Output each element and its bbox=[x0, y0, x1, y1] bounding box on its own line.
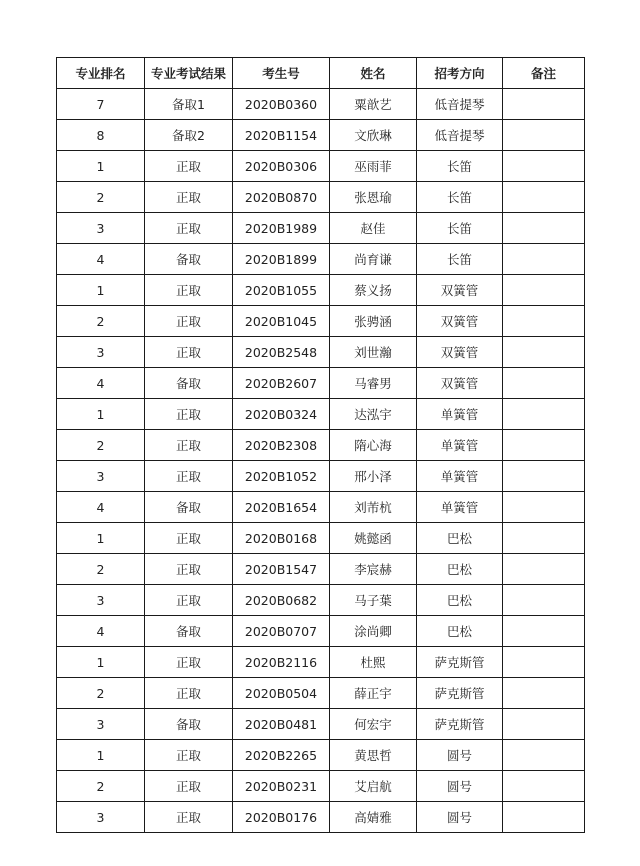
cell-name: 杜熙 bbox=[330, 647, 417, 678]
cell-remarks bbox=[503, 678, 585, 709]
cell-rank: 1 bbox=[57, 399, 145, 430]
cell-name: 刘芾杭 bbox=[330, 492, 417, 523]
cell-exam-result: 备取 bbox=[145, 616, 233, 647]
table-row bbox=[57, 89, 585, 120]
cell-exam-result: 正取 bbox=[145, 523, 233, 554]
table-row bbox=[57, 306, 585, 337]
cell-rank: 3 bbox=[57, 709, 145, 740]
cell-remarks bbox=[503, 151, 585, 182]
table-row bbox=[57, 585, 585, 616]
table-row bbox=[57, 337, 585, 368]
cell-remarks bbox=[503, 89, 585, 120]
cell-name: 张骋涵 bbox=[330, 306, 417, 337]
table-row bbox=[57, 647, 585, 678]
header-rank: 专业排名 bbox=[57, 58, 145, 89]
cell-name: 姚懿函 bbox=[330, 523, 417, 554]
cell-remarks bbox=[503, 430, 585, 461]
table-row bbox=[57, 368, 585, 399]
table-row bbox=[57, 492, 585, 523]
table-row bbox=[57, 802, 585, 833]
cell-candidate-number: 2020B0481 bbox=[233, 709, 330, 740]
cell-candidate-number: 2020B0707 bbox=[233, 616, 330, 647]
cell-rank: 2 bbox=[57, 430, 145, 461]
cell-major-direction: 巴松 bbox=[417, 523, 503, 554]
cell-remarks bbox=[503, 616, 585, 647]
cell-candidate-number: 2020B1899 bbox=[233, 244, 330, 275]
cell-remarks bbox=[503, 647, 585, 678]
cell-candidate-number: 2020B1547 bbox=[233, 554, 330, 585]
table-row bbox=[57, 709, 585, 740]
cell-exam-result: 正取 bbox=[145, 151, 233, 182]
cell-rank: 3 bbox=[57, 213, 145, 244]
cell-name: 巫雨菲 bbox=[330, 151, 417, 182]
cell-rank: 1 bbox=[57, 275, 145, 306]
table-row bbox=[57, 740, 585, 771]
cell-name: 何宏宇 bbox=[330, 709, 417, 740]
cell-exam-result: 备取 bbox=[145, 709, 233, 740]
cell-remarks bbox=[503, 306, 585, 337]
table-row bbox=[57, 554, 585, 585]
cell-rank: 2 bbox=[57, 678, 145, 709]
cell-remarks bbox=[503, 771, 585, 802]
table-header bbox=[57, 58, 585, 89]
cell-major-direction: 圆号 bbox=[417, 802, 503, 833]
cell-exam-result: 正取 bbox=[145, 678, 233, 709]
cell-exam-result: 正取 bbox=[145, 771, 233, 802]
cell-candidate-number: 2020B2116 bbox=[233, 647, 330, 678]
results-table bbox=[56, 57, 585, 833]
cell-name: 马睿男 bbox=[330, 368, 417, 399]
cell-rank: 1 bbox=[57, 647, 145, 678]
cell-exam-result: 正取 bbox=[145, 399, 233, 430]
cell-major-direction: 长笛 bbox=[417, 213, 503, 244]
admission-results-sheet bbox=[56, 57, 584, 833]
table-row bbox=[57, 120, 585, 151]
cell-major-direction: 双簧管 bbox=[417, 368, 503, 399]
cell-remarks bbox=[503, 492, 585, 523]
cell-candidate-number: 2020B0870 bbox=[233, 182, 330, 213]
cell-exam-result: 备取1 bbox=[145, 89, 233, 120]
cell-exam-result: 正取 bbox=[145, 802, 233, 833]
cell-name: 艾启航 bbox=[330, 771, 417, 802]
cell-remarks bbox=[503, 120, 585, 151]
cell-candidate-number: 2020B1154 bbox=[233, 120, 330, 151]
cell-candidate-number: 2020B2607 bbox=[233, 368, 330, 399]
cell-remarks bbox=[503, 213, 585, 244]
cell-name: 蔡义扬 bbox=[330, 275, 417, 306]
cell-major-direction: 双簧管 bbox=[417, 337, 503, 368]
cell-exam-result: 正取 bbox=[145, 306, 233, 337]
cell-name: 薛正宇 bbox=[330, 678, 417, 709]
cell-exam-result: 正取 bbox=[145, 647, 233, 678]
cell-major-direction: 单簧管 bbox=[417, 399, 503, 430]
cell-name: 刘世瀚 bbox=[330, 337, 417, 368]
cell-rank: 4 bbox=[57, 368, 145, 399]
cell-exam-result: 正取 bbox=[145, 461, 233, 492]
cell-candidate-number: 2020B0306 bbox=[233, 151, 330, 182]
cell-candidate-number: 2020B2308 bbox=[233, 430, 330, 461]
cell-major-direction: 低音提琴 bbox=[417, 89, 503, 120]
cell-candidate-number: 2020B0176 bbox=[233, 802, 330, 833]
cell-remarks bbox=[503, 337, 585, 368]
cell-major-direction: 双簧管 bbox=[417, 275, 503, 306]
table-row bbox=[57, 213, 585, 244]
cell-name: 赵佳 bbox=[330, 213, 417, 244]
cell-name: 李宸赫 bbox=[330, 554, 417, 585]
cell-exam-result: 正取 bbox=[145, 554, 233, 585]
table-row bbox=[57, 461, 585, 492]
cell-remarks bbox=[503, 523, 585, 554]
cell-remarks bbox=[503, 399, 585, 430]
table-row bbox=[57, 275, 585, 306]
cell-name: 隋心海 bbox=[330, 430, 417, 461]
cell-remarks bbox=[503, 244, 585, 275]
cell-candidate-number: 2020B0324 bbox=[233, 399, 330, 430]
cell-name: 文欣琳 bbox=[330, 120, 417, 151]
table-row bbox=[57, 678, 585, 709]
cell-rank: 2 bbox=[57, 182, 145, 213]
cell-major-direction: 巴松 bbox=[417, 585, 503, 616]
cell-exam-result: 备取2 bbox=[145, 120, 233, 151]
cell-major-direction: 单簧管 bbox=[417, 492, 503, 523]
cell-major-direction: 萨克斯管 bbox=[417, 709, 503, 740]
cell-rank: 1 bbox=[57, 151, 145, 182]
cell-rank: 4 bbox=[57, 244, 145, 275]
cell-name: 粟歆艺 bbox=[330, 89, 417, 120]
cell-candidate-number: 2020B1045 bbox=[233, 306, 330, 337]
cell-exam-result: 正取 bbox=[145, 275, 233, 306]
cell-exam-result: 备取 bbox=[145, 492, 233, 523]
cell-exam-result: 正取 bbox=[145, 213, 233, 244]
cell-candidate-number: 2020B0168 bbox=[233, 523, 330, 554]
cell-exam-result: 正取 bbox=[145, 585, 233, 616]
cell-name: 黄思哲 bbox=[330, 740, 417, 771]
cell-remarks bbox=[503, 802, 585, 833]
cell-remarks bbox=[503, 585, 585, 616]
table-row bbox=[57, 616, 585, 647]
table-row bbox=[57, 523, 585, 554]
cell-candidate-number: 2020B2548 bbox=[233, 337, 330, 368]
table-row bbox=[57, 182, 585, 213]
cell-candidate-number: 2020B1989 bbox=[233, 213, 330, 244]
cell-candidate-number: 2020B0360 bbox=[233, 89, 330, 120]
cell-candidate-number: 2020B1654 bbox=[233, 492, 330, 523]
cell-rank: 1 bbox=[57, 523, 145, 554]
cell-major-direction: 长笛 bbox=[417, 151, 503, 182]
cell-rank: 4 bbox=[57, 492, 145, 523]
cell-candidate-number: 2020B1055 bbox=[233, 275, 330, 306]
table-row bbox=[57, 771, 585, 802]
cell-remarks bbox=[503, 461, 585, 492]
cell-major-direction: 长笛 bbox=[417, 244, 503, 275]
cell-name: 高婧雅 bbox=[330, 802, 417, 833]
cell-rank: 3 bbox=[57, 461, 145, 492]
cell-major-direction: 萨克斯管 bbox=[417, 678, 503, 709]
header-row bbox=[57, 58, 585, 89]
cell-candidate-number: 2020B0231 bbox=[233, 771, 330, 802]
cell-name: 尚育谦 bbox=[330, 244, 417, 275]
cell-rank: 7 bbox=[57, 89, 145, 120]
cell-exam-result: 正取 bbox=[145, 337, 233, 368]
cell-remarks bbox=[503, 740, 585, 771]
cell-remarks bbox=[503, 182, 585, 213]
header-major-direction: 招考方向 bbox=[417, 58, 503, 89]
cell-remarks bbox=[503, 709, 585, 740]
header-remarks: 备注 bbox=[503, 58, 585, 89]
cell-rank: 8 bbox=[57, 120, 145, 151]
cell-exam-result: 正取 bbox=[145, 182, 233, 213]
header-name: 姓名 bbox=[330, 58, 417, 89]
cell-candidate-number: 2020B0504 bbox=[233, 678, 330, 709]
cell-major-direction: 双簧管 bbox=[417, 306, 503, 337]
cell-major-direction: 巴松 bbox=[417, 554, 503, 585]
cell-rank: 1 bbox=[57, 740, 145, 771]
table-row bbox=[57, 399, 585, 430]
table-row bbox=[57, 430, 585, 461]
cell-name: 涂尚卿 bbox=[330, 616, 417, 647]
cell-rank: 2 bbox=[57, 554, 145, 585]
cell-major-direction: 巴松 bbox=[417, 616, 503, 647]
table-row bbox=[57, 151, 585, 182]
cell-major-direction: 长笛 bbox=[417, 182, 503, 213]
cell-candidate-number: 2020B1052 bbox=[233, 461, 330, 492]
cell-rank: 3 bbox=[57, 337, 145, 368]
cell-remarks bbox=[503, 275, 585, 306]
cell-major-direction: 萨克斯管 bbox=[417, 647, 503, 678]
cell-major-direction: 低音提琴 bbox=[417, 120, 503, 151]
cell-major-direction: 圆号 bbox=[417, 740, 503, 771]
cell-name: 张恩瑜 bbox=[330, 182, 417, 213]
cell-rank: 3 bbox=[57, 802, 145, 833]
cell-candidate-number: 2020B2265 bbox=[233, 740, 330, 771]
cell-exam-result: 正取 bbox=[145, 740, 233, 771]
cell-name: 达泓宇 bbox=[330, 399, 417, 430]
cell-rank: 2 bbox=[57, 771, 145, 802]
cell-major-direction: 单簧管 bbox=[417, 430, 503, 461]
cell-exam-result: 备取 bbox=[145, 368, 233, 399]
cell-name: 马子葉 bbox=[330, 585, 417, 616]
cell-exam-result: 备取 bbox=[145, 244, 233, 275]
cell-remarks bbox=[503, 554, 585, 585]
cell-exam-result: 正取 bbox=[145, 430, 233, 461]
table-row bbox=[57, 244, 585, 275]
cell-rank: 2 bbox=[57, 306, 145, 337]
cell-major-direction: 圆号 bbox=[417, 771, 503, 802]
header-candidate-number: 考生号 bbox=[233, 58, 330, 89]
cell-name: 邢小泽 bbox=[330, 461, 417, 492]
cell-rank: 3 bbox=[57, 585, 145, 616]
cell-candidate-number: 2020B0682 bbox=[233, 585, 330, 616]
table-body bbox=[57, 89, 585, 833]
cell-rank: 4 bbox=[57, 616, 145, 647]
cell-major-direction: 单簧管 bbox=[417, 461, 503, 492]
header-exam-result: 专业考试结果 bbox=[145, 58, 233, 89]
cell-remarks bbox=[503, 368, 585, 399]
